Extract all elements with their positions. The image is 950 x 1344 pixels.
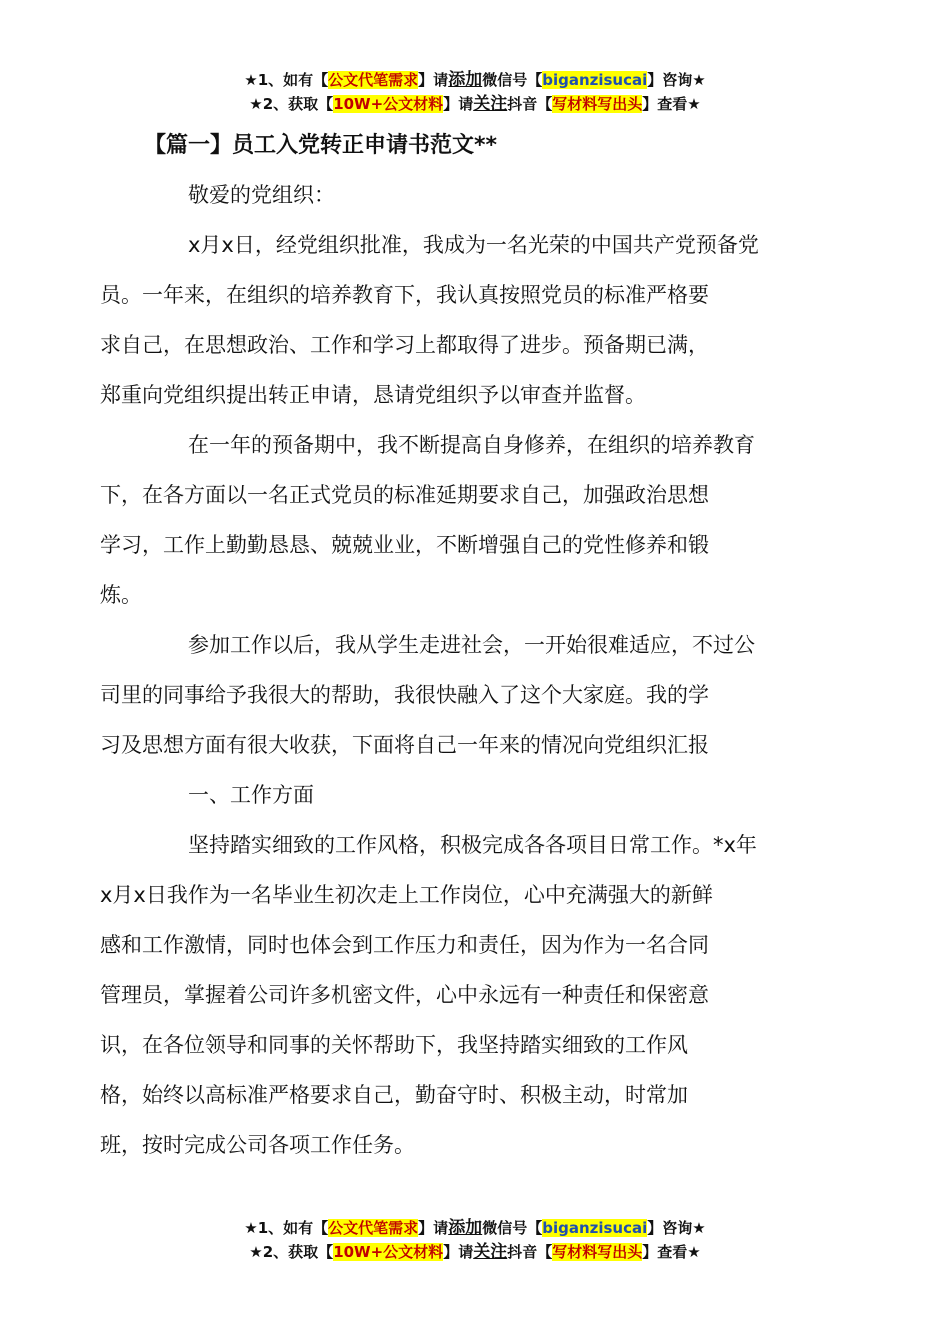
banner-text: ★1、如有【 [244, 71, 329, 89]
paragraph-line: 下，在各方面以一名正式党员的标准延期要求自己，加强政治思想 [100, 483, 709, 507]
paragraph-line: 管理员，掌握着公司许多机密文件，心中永远有一种责任和保密意 [100, 983, 709, 1007]
banner-text: 】咨询★ [647, 71, 706, 89]
banner-line-2 [0, 92, 950, 116]
paragraph-line: x月x日，经党组织批准，我成为一名光荣的中国共产党预备党 [188, 233, 759, 257]
banner-text: 】查看★ [642, 95, 701, 113]
banner-text: ★2、获取【 [249, 95, 334, 113]
banner-wechat-id: biganzisucai [542, 71, 648, 89]
paragraph-line: 识，在各位领导和同事的关怀帮助下，我坚持踏实细致的工作风 [100, 1033, 688, 1057]
paragraph-line: 求自己，在思想政治、工作和学习上都取得了进步。预备期已满， [100, 333, 709, 357]
paragraph [100, 220, 814, 420]
paragraph [100, 820, 814, 1170]
banner-text: 】请 [443, 95, 474, 113]
banner-line-2 [0, 1240, 950, 1264]
banner-text: ★2、获取【 [249, 1243, 334, 1261]
paragraph-line: 员。一年来，在组织的培养教育下，我认真按照党员的标准严格要 [100, 283, 709, 307]
banner-emphasis: 添加 [448, 1218, 483, 1238]
paragraph [144, 170, 814, 220]
paragraph-line: 在一年的预备期中，我不断提高自身修养，在组织的培养教育 [188, 433, 755, 457]
paragraph-line: 一、工作方面 [188, 783, 314, 807]
banner-highlight: 公文代笔需求 [328, 71, 419, 89]
paragraph-line: 感和工作激情，同时也体会到工作压力和责任，因为作为一名合同 [100, 933, 709, 957]
paragraph-line: 格，始终以高标准严格要求自己，勤奋守时、积极主动，时常加 [100, 1083, 688, 1107]
banner-text: 微信号【 [482, 71, 543, 89]
banner-emphasis: 添加 [448, 70, 483, 90]
document-title: 【篇一】员工入党转正申请书范文** [144, 133, 498, 158]
banner-text: 】咨询★ [647, 1219, 706, 1237]
paragraph-line: 敬爱的党组织： [188, 183, 335, 207]
header-banner [0, 68, 950, 116]
paragraph-list [100, 170, 814, 1170]
footer-banner [0, 1216, 950, 1264]
banner-highlight: 10W+公文材料 [333, 1243, 444, 1261]
paragraph-line: 郑重向党组织提出转正申请，恳请党组织予以审查并监督。 [100, 383, 646, 407]
paragraph-line: 坚持踏实细致的工作风格，积极完成各各项目日常工作。*x年 [188, 833, 757, 857]
banner-text: 微信号【 [482, 1219, 543, 1237]
paragraph-line: 司里的同事给予我很大的帮助，我很快融入了这个大家庭。我的学 [100, 683, 709, 707]
banner-text: 抖音【 [507, 1243, 553, 1261]
paragraph-line: 参加工作以后，我从学生走进社会，一开始很难适应，不过公 [188, 633, 755, 657]
banner-text: 】请 [418, 1219, 449, 1237]
banner-emphasis: 关注 [473, 94, 508, 114]
banner-text: 抖音【 [507, 95, 553, 113]
banner-emphasis: 关注 [473, 1242, 508, 1262]
paragraph-line: x月x日我作为一名毕业生初次走上工作岗位，心中充满强大的新鲜 [100, 883, 713, 907]
banner-text: 】请 [418, 71, 449, 89]
paragraph [100, 420, 814, 620]
paragraph-line: 习及思想方面有很大收获，下面将自己一年来的情况向党组织汇报 [100, 733, 709, 757]
paragraph-line: 学习，工作上勤勤恳恳、兢兢业业，不断增强自己的党性修养和锻 [100, 533, 709, 557]
paragraph [100, 620, 814, 770]
paragraph [144, 770, 814, 820]
banner-highlight: 公文代笔需求 [328, 1219, 419, 1237]
banner-line-1 [0, 68, 950, 92]
paragraph-line: 炼。 [100, 583, 142, 607]
banner-line-1 [0, 1216, 950, 1240]
banner-text: 】查看★ [642, 1243, 701, 1261]
banner-wechat-id: biganzisucai [542, 1219, 648, 1237]
banner-text: ★1、如有【 [244, 1219, 329, 1237]
banner-text: 】请 [443, 1243, 474, 1261]
banner-douyin-id: 写材料写出头 [552, 1243, 643, 1261]
paragraph-line: 班，按时完成公司各项工作任务。 [100, 1133, 415, 1157]
banner-douyin-id: 写材料写出头 [552, 95, 643, 113]
document-body [100, 128, 814, 1170]
banner-highlight: 10W+公文材料 [333, 95, 444, 113]
